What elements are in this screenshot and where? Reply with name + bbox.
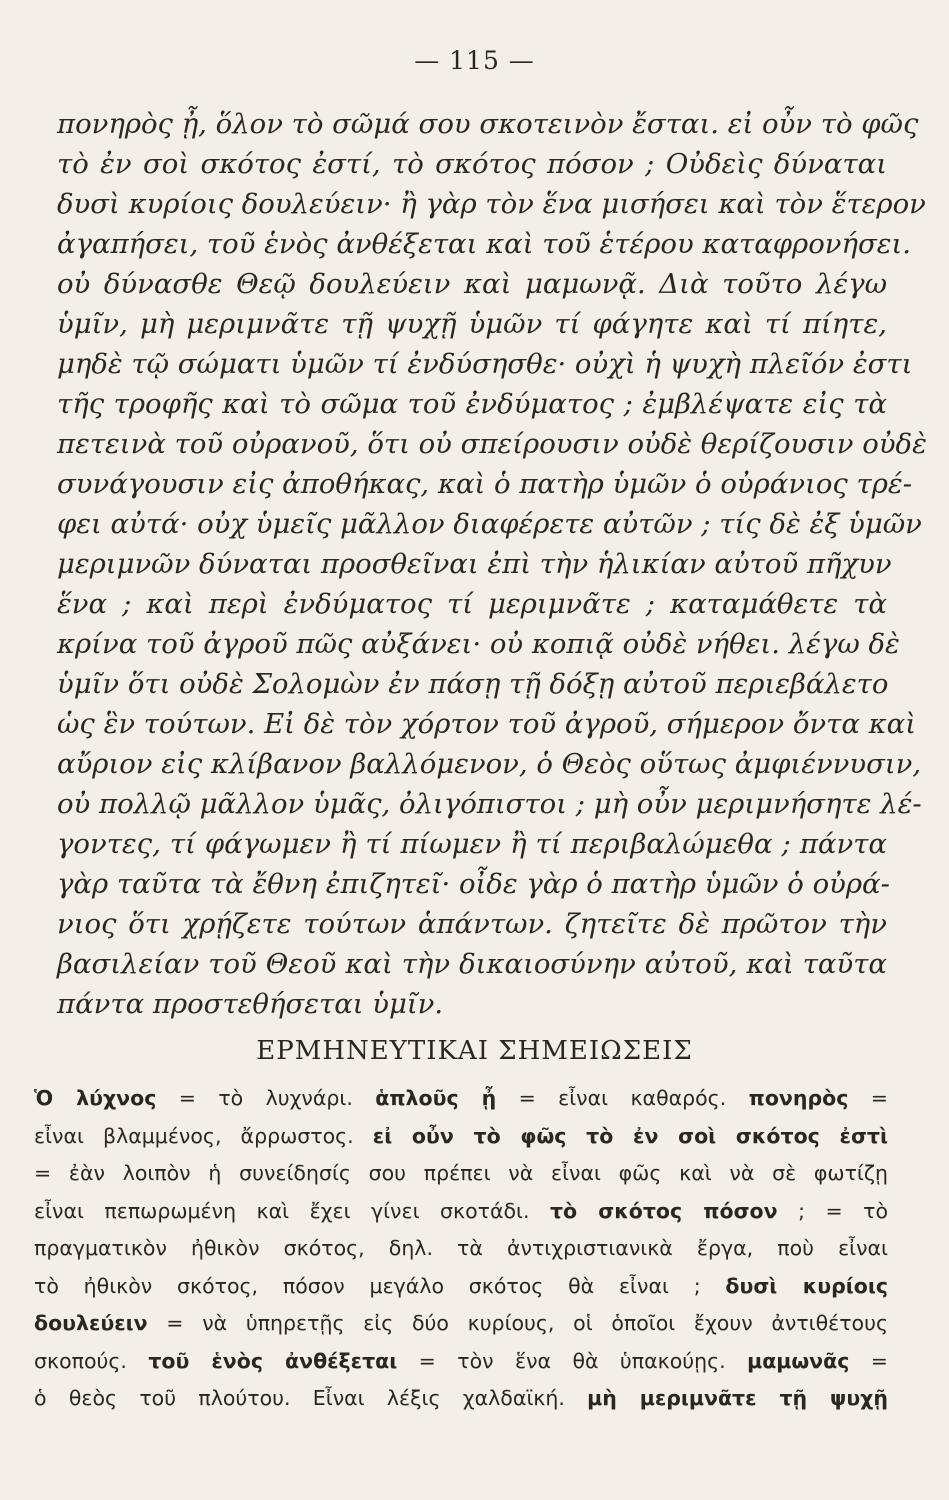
note-term: μαμωνᾶς xyxy=(747,1348,850,1373)
note-term: εἰ οὖν τὸ φῶς τὸ ἐν σοὶ σκότος ἐστὶ xyxy=(372,1123,888,1148)
note-line xyxy=(34,1268,888,1306)
page-number: — 115 — xyxy=(414,46,535,75)
note-text: = τὸν ἕνα θὰ ὑπακούῃς. xyxy=(397,1348,748,1373)
note-term: μὴ μεριμνᾶτε τῇ ψυχῇ xyxy=(587,1386,888,1410)
note-text: εἶναι πεπωρωμένη καὶ ἔχει γίνει σκοτάδι. xyxy=(34,1198,550,1223)
text-line: πονηρὸς ᾖ, ὅλον τὸ σῶμά σου σκοτεινὸν ἔσται. εἰ οὖν τὸ φῶς xyxy=(57,108,919,140)
text-line: νιος ὅτι χρῄζετε τούτων ἁπάντων. ζητεῖτε δὲ πρῶτον τὴν xyxy=(57,908,887,940)
text-line: ὑμῖν ὅτι οὐδὲ Σολομὼν ἐν πάσῃ τῇ δόξῃ αὐτοῦ περιεβάλετο xyxy=(57,668,889,700)
note-term: Ὁ λύχνος xyxy=(34,1086,157,1110)
text-line: γὰρ ταῦτα τὰ ἔθνη ἐπιζητεῖ· οἶδε γὰρ ὁ πατὴρ ὑμῶν ὁ οὐρά- xyxy=(57,868,890,900)
note-term: τοῦ ἑνὸς ἀνθέξεται xyxy=(148,1348,398,1373)
text-line: τῆς τροφῆς καὶ τὸ σῶμα τοῦ ἐνδύματος ; ἐμβλέψατε εἰς τὰ xyxy=(57,388,887,420)
note-text: = ἐὰν λοιπὸν ἡ συνείδησίς σου πρέπει νὰ εἶναι φῶς καὶ νὰ σὲ φωτίζῃ xyxy=(34,1161,888,1185)
text-line: κρίνα τοῦ ἀγροῦ πῶς αὐξάνει· οὐ κοπιᾷ οὐδὲ νήθει. λέγω δὲ xyxy=(57,628,900,660)
note-text: ὁ θεὸς τοῦ πλούτου. Εἶναι λέξις χαλδαϊκή. xyxy=(34,1386,588,1410)
note-term: τὸ σκότος πόσον xyxy=(549,1198,778,1223)
note-term: πονηρὸς xyxy=(748,1086,849,1110)
text-line: τὸ ἐν σοὶ σκότος ἐστί, τὸ σκότος πόσον ; Οὐδεὶς δύναται xyxy=(57,148,887,180)
note-line xyxy=(34,1305,888,1343)
note-text: = νὰ ὑπηρετῇς εἰς δύο κυρίους, οἱ ὁποῖοι ἔχουν ἀντιθέτους xyxy=(147,1311,888,1335)
note-text: = εἶναι καθαρός. xyxy=(496,1086,749,1110)
text-line: δυσὶ κυρίοις δουλεύειν· ἢ γὰρ τὸν ἕνα μισήσει καὶ τὸν ἕτερον xyxy=(57,188,926,220)
text-line: πετεινὰ τοῦ οὐρανοῦ, ὅτι οὐ σπείρουσιν οὐδὲ θερίζουσιν οὐδὲ xyxy=(57,428,927,460)
text-line: φει αὐτά· οὐχ ὑμεῖς μᾶλλον διαφέρετε αὐτῶν ; τίς δὲ ἐξ ὑμῶν xyxy=(57,508,922,540)
note-term: ἁπλοῦς ᾖ xyxy=(375,1086,497,1110)
note-term: δουλεύειν xyxy=(34,1311,148,1335)
note-text: πραγματικὸν ἠθικὸν σκότος, δηλ. τὰ ἀντιχριστιανικὰ ἔργα, ποὺ εἶναι xyxy=(34,1236,888,1260)
note-text: σκοπούς. xyxy=(34,1348,149,1373)
note-text: τὸ ἠθικὸν σκότος, πόσον μεγάλο σκότος θὰ εἶναι ; xyxy=(34,1273,726,1298)
text-line: γοντες, τί φάγωμεν ἢ τί πίωμεν ἢ τί περιβαλώμεθα ; πάντα xyxy=(57,828,887,860)
text-line: μηδὲ τῷ σώματι ὑμῶν τί ἐνδύσησθε· οὐχὶ ἡ ψυχὴ πλεῖόν ἐστι xyxy=(57,348,913,380)
section-heading: ΕΡΜΗΝΕΥΤΙΚΑΙ ΣΗΜΕΙΩΣΕΙΣ xyxy=(256,1036,693,1066)
text-line: συνάγουσιν εἰς ἀποθήκας, καὶ ὁ πατὴρ ὑμῶν ὁ οὐράνιος τρέ- xyxy=(57,468,912,500)
note-text: ; = τὸ xyxy=(777,1198,889,1223)
note-line xyxy=(34,1380,888,1418)
text-line: ὑμῖν, μὴ μεριμνᾶτε τῇ ψυχῇ ὑμῶν τί φάγητε καὶ τί πίητε, xyxy=(57,308,887,340)
note-line xyxy=(34,1230,888,1268)
note-text: = xyxy=(848,1086,888,1110)
text-line: ἀγαπήσει, τοῦ ἑνὸς ἀνθέξεται καὶ τοῦ ἑτέρου καταφρονήσει. xyxy=(57,228,912,260)
note-line xyxy=(34,1080,888,1118)
note-text: = τὸ λυχνάρι. xyxy=(156,1086,376,1110)
text-line: οὐ πολλῷ μᾶλλον ὑμᾶς, ὀλιγόπιστοι ; μὴ οὖν μεριμνήσητε λέ- xyxy=(57,788,922,820)
text-line: βασιλείαν τοῦ Θεοῦ καὶ τὴν δικαιοσύνην αὐτοῦ, καὶ ταῦτα xyxy=(57,948,887,980)
note-term: δυσὶ κυρίοις xyxy=(725,1273,888,1298)
text-line: αὔριον εἰς κλίβανον βαλλόμενον, ὁ Θεὸς οὕτως ἀμφιέννυσιν, xyxy=(57,748,922,780)
note-text: = xyxy=(849,1348,888,1373)
text-line: πάντα προστεθήσεται ὑμῖν. xyxy=(57,988,444,1020)
note-line xyxy=(34,1155,888,1193)
main-text xyxy=(57,104,927,1024)
notes xyxy=(34,1080,888,1418)
note-text: εἶναι βλαμμένος, ἄρρωστος. xyxy=(34,1123,373,1148)
note-line xyxy=(34,1343,888,1381)
text-line: ἕνα ; καὶ περὶ ἐνδύματος τί μεριμνᾶτε ; καταμάθετε τὰ xyxy=(57,588,887,620)
note-line xyxy=(34,1193,888,1231)
text-line: μεριμνῶν δύναται προσθεῖναι ἐπὶ τὴν ἡλικίαν αὐτοῦ πῆχυν xyxy=(57,548,892,580)
text-line: ὡς ἓν τούτων. Εἰ δὲ τὸν χόρτον τοῦ ἀγροῦ, σήμερον ὄντα καὶ xyxy=(57,708,917,740)
note-line xyxy=(34,1118,888,1156)
text-line: οὐ δύνασθε Θεῷ δουλεύειν καὶ μαμωνᾷ. Διὰ τοῦτο λέγω xyxy=(57,268,887,300)
